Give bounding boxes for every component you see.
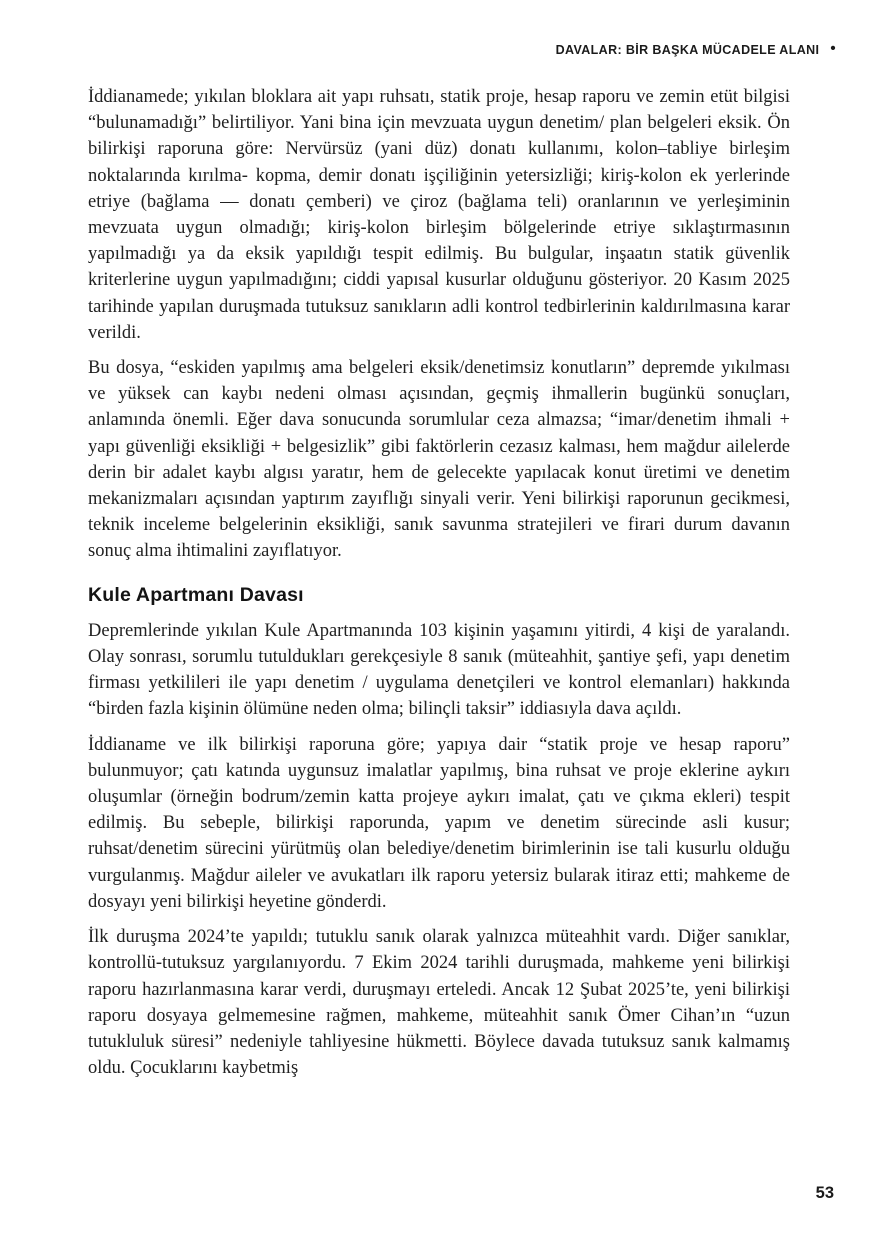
page-content xyxy=(88,84,790,1090)
paragraph: İlk duruşma 2024’te yapıldı; tutuklu sanık olarak yalnızca müteahhit vardı. Diğer sanıklar, kontrollü-tutuksuz yargılanıyordu. 7 Ekim 2024 tarihli duruşmada, mahkeme yeni bilirkişi raporu hazırlanmasına karar verdi, duruşmayı erteledi. Ancak 12 Şubat 2025’te, yeni bilirkişi raporu dosyaya gelmemesine rağmen, mahkeme, müteahhit sanık Ömer Cihan’ın “uzun tutukluluk süresi” nedeniyle tahliyesine hükmetti. Böylece davada tutuksuz sanık kalmamış oldu. Çocuklarını kaybetmiş xyxy=(88,927,790,1079)
page-number: 53 xyxy=(815,1184,834,1202)
paragraph: Depremlerinde yıkılan Kule Apartmanında 103 kişinin yaşamını yitirdi, 4 kişi de yaralandı. Olay sonrası, sorumlu tutuldukları gerekçesiyle 8 sanık (müteahhit, şantiye şefi, yapı denetim firması yetkilileri ile yapı denetim / uygulama denetçileri ve kontrol elemanları) hakkında “birden fazla kişinin ölümüne neden olma; bilinçli taksir” iddiasıyla dava açıldı. xyxy=(88,620,790,720)
header-bullet-icon: • xyxy=(830,40,836,57)
paragraph: Bu dosya, “eskiden yapılmış ama belgeleri eksik/denetimsiz konutların” depremde yıkılması ve yüksek can kaybı nedeni olması açısından, geçmiş ihmallerin bugünkü sonuçları, anlamında önemli. Eğer dava sonucunda sorumlular ceza almazsa; “imar/denetim ihmali + yapı güvenliği eksikliği + belgesizlik” gibi faktörlerin cezasız kalması, hem mağdur ailelerde derin bir adalet kaybı algısı yaratır, hem de gelecekte yapılacak konut üretimi ve denetim mekanizmaları açısından yaptırım zayıflığı sinyali verir. Yeni bilirkişi raporunun gecikmesi, teknik inceleme belgelerinin eksikliği, sanık savunma stratejileri ve firari durum davanın sonuç alma ihtimalini zayıflatıyor. xyxy=(88,358,790,562)
running-header xyxy=(556,42,836,57)
paragraph: İddianamede; yıkılan bloklara ait yapı ruhsatı, statik proje, hesap raporu ve zemin etüt bilgisi “bulunamadığı” belirtiliyor. Yani bina için mevzuata uygun denetim/ plan belgeleri eksik. Ön bilirkişi raporuna göre: Nervürsüz (yani düz) donatı kullanımı, kolon–tabliye birleşim noktalarında kırılma- kopma, demir donatı işçiliğinin yetersizliği; kiriş-kolon ek yerlerinde etriye (bağlama — donatı çemberi) ve çiroz (bağlama teli) oranlarının ve yerleşiminin mevzuata uygun olmadığı; kiriş-kolon birleşim bölgelerinde etriye sıklaştırmasının yapılmadığı ya da eksik yapıldığı tespit edilmiş. Bu bulgular, inşaatın statik güvenlik kriterlerine uygun yapılmadığını; ciddi yapısal kusurlar olduğunu gösteriyor. 20 Kasım 2025 tarihinde yapılan duruşmada tutuksuz sanıkların adli kontrol tedbirlerinin kaldırılmasına karar verildi. xyxy=(88,87,790,343)
section-heading: Kule Apartmanı Davası xyxy=(88,583,304,606)
running-header-title: DAVALAR: BİR BAŞKA MÜCADELE ALANI xyxy=(555,42,820,57)
paragraph: İddianame ve ilk bilirkişi raporuna göre; yapıya dair “statik proje ve hesap raporu” bulunmuyor; çatı katında uygunsuz imalatlar yapılmış, bina ruhsat ve proje eklerine aykırı oluşumlar (örneğin bodrum/zemin katta projeye aykırı imalat, çatı ve çıkma ekleri) tespit edilmiş. Bu sebeple, bilirkişi raporunda, yapım ve denetim sürecinde asli kusur; ruhsat/denetim sürecini yürütmüş olan belediye/denetim birimlerinin ise tali kusurlu olduğu vurgulanmış. Mağdur aileler ve avukatları ilk raporu yetersiz bularak itiraz etti; mahkeme de dosyayı yeni bilirkişi heyetine gönderdi. xyxy=(88,734,790,912)
